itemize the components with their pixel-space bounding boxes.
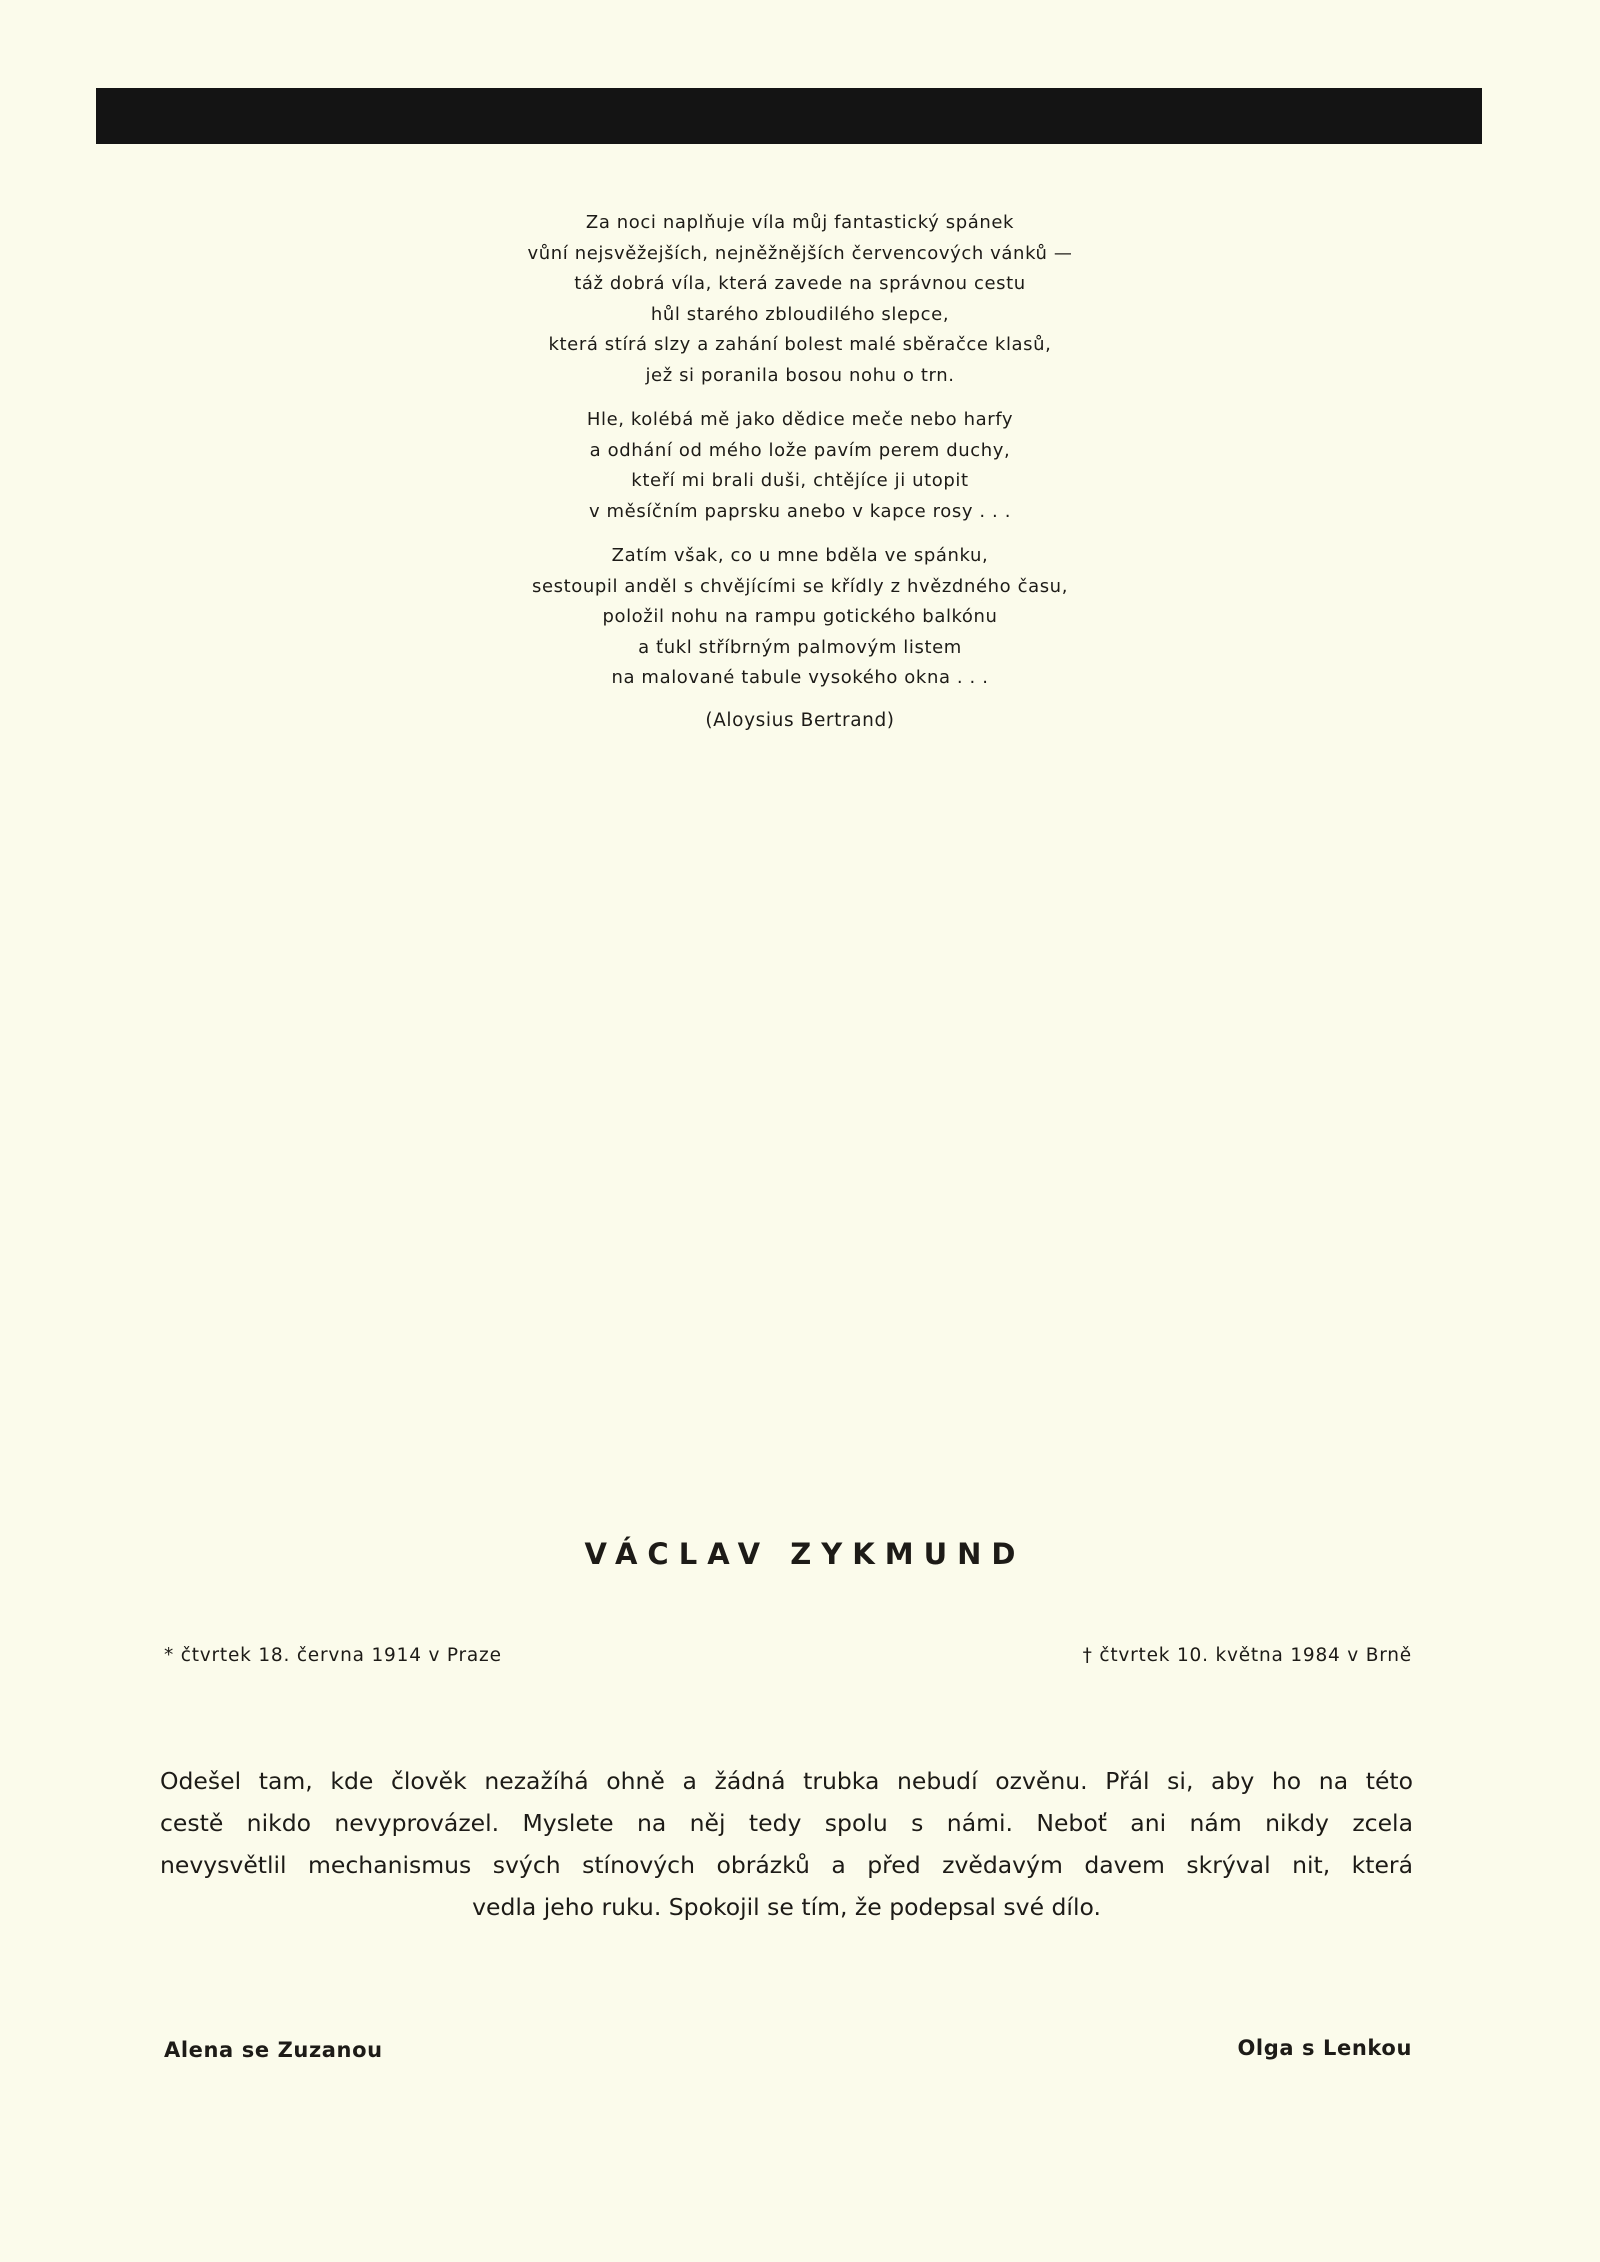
poem-epigraph [400, 208, 1200, 736]
death-date: † čtvrtek 10. května 1984 v Brně [1082, 1645, 1412, 1666]
poem-line: položil nohu na rampu gotického balkónu [602, 606, 998, 627]
poem-attribution: (Aloysius Bertrand) [705, 709, 895, 731]
poem-line: jež si poranila bosou nohu o trn. [645, 364, 955, 386]
birth-date: * čtvrtek 18. června 1914 v Praze [164, 1645, 502, 1666]
deceased-name: VÁCLAV ZYKMUND [584, 1537, 1026, 1571]
farewell-line: cestě nikdo nevyprovázel. Myslete na něj tedy spolu s námi. Neboť ani nám nikdy zcela [160, 1809, 1413, 1837]
signature-right: Olga s Lenkou [1237, 2036, 1412, 2060]
farewell-line: vedla jeho ruku. Spokojil se tím, že podepsal své dílo. [472, 1893, 1101, 1921]
poem-line: která stírá slzy a zahání bolest malé sběračce klasů, [548, 334, 1052, 355]
poem-line: vůní nejsvěžejších, nejněžnějších červencových vánků — [527, 242, 1073, 264]
poem-line: a odhání od mého lože pavím perem duchy, [589, 439, 1011, 461]
farewell-line: nevysvětlil mechanismus svých stínových obrázků a před zvědavým davem skrýval nit, která [160, 1851, 1413, 1879]
poem-stanza [400, 405, 1200, 527]
poem-stanza [400, 541, 1200, 694]
poem-line: táž dobrá víla, která zavede na správnou cestu [574, 273, 1026, 294]
poem-line: kteří mi brali duši, chtějíce ji utopit [631, 470, 969, 491]
poem-line: na malované tabule vysokého okna . . . [611, 667, 989, 688]
poem-line: Zatím však, co u mne bděla ve spánku, [611, 545, 989, 566]
poem-line: v měsíčním paprsku anebo v kapce rosy . . . [588, 500, 1012, 522]
black-mourning-band [96, 88, 1482, 144]
poem-line: Hle, kolébá mě jako dědice meče nebo harfy [586, 409, 1014, 430]
signature-left: Alena se Zuzanou [164, 2038, 383, 2062]
poem-stanza [400, 208, 1200, 391]
poem-line: sestoupil anděl s chvějícími se křídly z hvězdného času, [531, 575, 1069, 597]
farewell-paragraph [160, 1760, 1413, 1928]
poem-line: a ťukl stříbrným palmovým listem [638, 636, 962, 658]
poem-line: Za noci naplňuje víla můj fantastický spánek [585, 212, 1015, 233]
poem-line: hůl starého zbloudilého slepce, [650, 303, 950, 325]
farewell-line: Odešel tam, kde člověk nezažíhá ohně a žádná trubka nebudí ozvěnu. Přál si, aby ho na této [160, 1767, 1413, 1795]
